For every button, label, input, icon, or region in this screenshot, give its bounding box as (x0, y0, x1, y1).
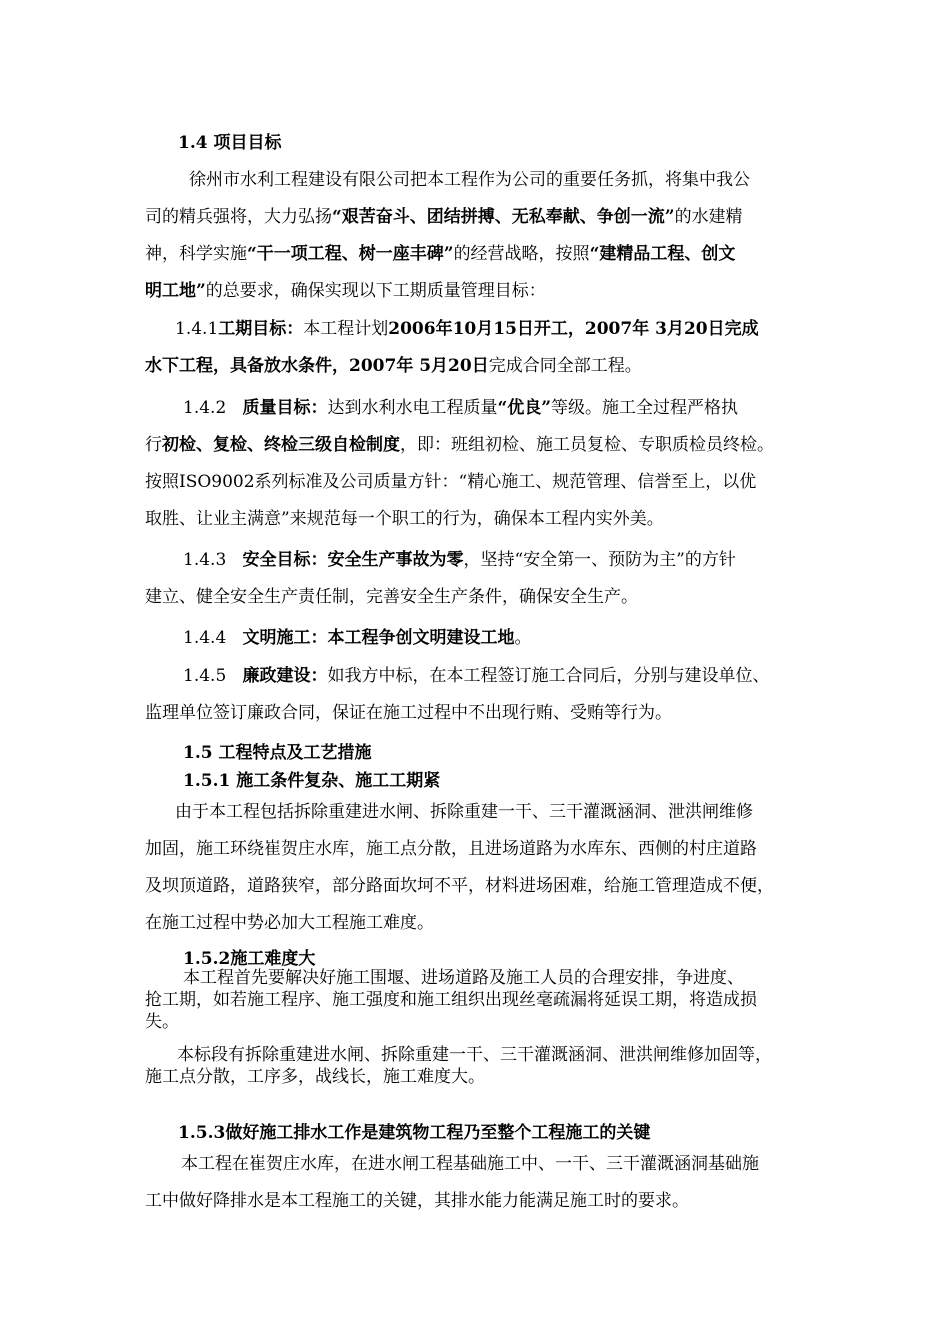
bold-run: 廉政建设： (242, 666, 328, 686)
text-line: 徐州市水利工程建设有限公司把本工程作为公司的重要任务抓，将集中我公 (189, 170, 750, 190)
text-run: 。 (514, 628, 532, 648)
text-line: 及坝顶道路，道路狭窄，部分路面坎坷不平，材料进场困难，给施工管理造成不便， (145, 876, 774, 896)
text-run: ，即：班组初检、施工员复检、专职质检员终检。 (400, 435, 774, 455)
text-run: ，坚持“安全第一、预防为主”的方针 (463, 550, 736, 570)
section-heading-1-5: 1.5 工程特点及工艺措施 (183, 743, 372, 763)
text-run: 本工程计划 (303, 319, 389, 339)
text-line: 施工点分散，工序多，战线长，施工难度大。 (145, 1067, 485, 1087)
text-line: 由于本工程包括拆除重建进水闸、拆除重建一干、三干灌溉涵洞、泄洪闸维修 (175, 802, 753, 822)
text-line (145, 348, 845, 385)
bold-run: 文明施工：本工程争创文明建设工地 (242, 628, 515, 648)
text-run: 等级。施工全过程严格执 (551, 398, 739, 418)
text-line (145, 658, 845, 695)
text-line: 抢工期，如若施工程序、施工强度和施工组织出现丝毫疏漏将延误工期，将造成损 (145, 990, 757, 1010)
item-number: 1.4.5 (183, 666, 227, 686)
text-run: 司的精兵强将，大力弘扬 (145, 207, 332, 227)
text-line: 本工程首先要解决好施工围堰、进场道路及施工人员的合理安排，争进度、 (183, 968, 744, 988)
paragraph-complex-conditions (145, 794, 845, 942)
paragraph-quality-goal (145, 390, 845, 538)
bold-run: 2006年10月15日开工，2007年 3月20日完成 (388, 319, 759, 339)
text-run: 完成合同全部工程。 (488, 356, 642, 376)
text-line: 按照ISO9002系列标准及公司质量方针：“精心施工、规范管理、信誉至上，以优 (145, 472, 757, 492)
bold-run: 质量目标： (242, 398, 328, 418)
bold-run: “艰苦奋斗、团结拼搏、无私奉献、争创一流” (332, 207, 675, 227)
bold-run: “建精品工程、创文 (589, 244, 736, 264)
paragraph-schedule-goal (145, 311, 845, 385)
text-line (145, 273, 845, 310)
text-line (145, 311, 845, 348)
bold-run: “优良” (497, 398, 552, 418)
text-run: 的经营战略，按照 (453, 244, 590, 264)
text-run: 的总要求，确保实现以下工期质量管理目标： (205, 281, 546, 301)
text-line: 本标段有拆除重建进水闸、拆除重建一干、三干灌溉涵洞、泄洪闸维修加固等， (177, 1045, 772, 1065)
text-line (145, 236, 845, 273)
text-run: 行 (145, 435, 162, 455)
bold-run: 初检、复检、终检三级自检制度 (162, 435, 400, 455)
paragraph-difficulty-a (145, 967, 845, 1033)
paragraph-difficulty-b (145, 1044, 845, 1088)
text-line: 加固，施工环绕崔贺庄水库，施工点分散，且进场道路为水库东、西侧的村庄道路 (145, 839, 757, 859)
subsection-heading-1-5-1: 1.5.1 施工条件复杂、施工工期紧 (183, 771, 441, 791)
paragraph-safety-goal (145, 542, 845, 616)
bold-run: 工期目标： (218, 319, 304, 339)
bold-run: “干一项工程、树一座丰碑” (247, 244, 454, 264)
text-line: 取胜、让业主满意”来规范每一个职工的行为，确保本工程内实外美。 (145, 509, 664, 529)
text-line: 本工程在崔贺庄水库，在进水闸工程基础施工中、一干、三干灌溉涵洞基础施 (181, 1154, 759, 1174)
bold-run: 安全目标：安全生产事故为零 (242, 550, 464, 570)
item-number: 1.4.4 (183, 628, 227, 648)
paragraph-drainage (145, 1146, 845, 1220)
text-line (145, 620, 845, 657)
bold-run: 水下工程，具备放水条件，2007年 5月20日 (145, 356, 489, 376)
paragraph-project-goal-intro (145, 162, 845, 310)
text-line: 失。 (145, 1012, 179, 1032)
item-number: 1.4.3 (183, 550, 227, 570)
text-line (145, 390, 845, 427)
text-line (145, 427, 845, 464)
paragraph-civilized-construction (145, 620, 845, 657)
bold-run: 明工地” (145, 281, 206, 301)
section-heading-1-4: 1.4 项目目标 (178, 133, 282, 153)
text-line: 在施工过程中势必加大工程施工难度。 (145, 913, 434, 933)
text-line: 建立、健全安全生产责任制，完善安全生产条件，确保安全生产。 (145, 587, 638, 607)
text-run: 如我方中标，在本工程签订施工合同后，分别与建设单位、 (327, 666, 770, 686)
text-run: 达到水利水电工程质量 (327, 398, 498, 418)
text-run: 的水建精 (674, 207, 743, 227)
item-number: 1.4.2 (183, 398, 227, 418)
text-run: 神，科学实施 (145, 244, 247, 264)
text-line: 工中做好降排水是本工程施工的关键，其排水能力能满足施工时的要求。 (145, 1191, 689, 1211)
subsection-heading-1-5-2: 1.5.2施工难度大 (183, 949, 316, 969)
text-line: 监理单位签订廉政合同，保证在施工过程中不出现行贿、受贿等行为。 (145, 703, 672, 723)
paragraph-integrity (145, 658, 845, 732)
text-line (145, 542, 845, 579)
subsection-heading-1-5-3: 1.5.3做好施工排水工作是建筑物工程乃至整个工程施工的关键 (178, 1123, 651, 1143)
item-number: 1.4.1 (175, 319, 219, 339)
text-line (145, 199, 845, 236)
